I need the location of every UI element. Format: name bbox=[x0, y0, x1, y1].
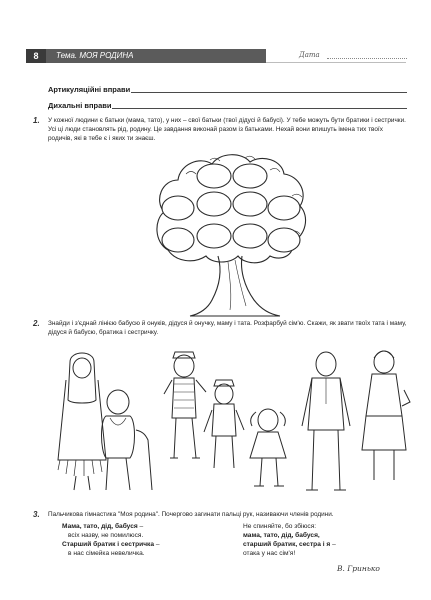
date-field bbox=[327, 58, 407, 59]
poem-line: отака у нас сім'я! bbox=[243, 550, 296, 557]
header-rule bbox=[266, 62, 406, 63]
date-label: Дата bbox=[299, 51, 320, 59]
girl-figure bbox=[250, 409, 286, 486]
poem-line: мама, тато, дід, бабуся, bbox=[243, 532, 320, 539]
poem-line: Мама, тато, дід, бабуся – bbox=[62, 523, 144, 530]
family-figures-illustration bbox=[40, 340, 410, 500]
poem-left bbox=[62, 522, 160, 558]
task1-text: У кожної людини є батьки (мама, тато), у них – свої батьки (твої дідусі й бабусі). У тебе можуть бути братики і сестрички. Усі ці люди становлять рід, родину. Це завдання виконай разом із батьками. Нехай вони впишуть імена тих твоїх родичів, які в тебе є і яких ти знаєш. bbox=[48, 117, 406, 142]
task1-number: 1. bbox=[33, 116, 40, 125]
family-tree-illustration bbox=[150, 150, 310, 320]
soldier-boy-figure bbox=[204, 380, 244, 468]
poem-line: всіх назву, не помилюся. bbox=[68, 532, 144, 539]
poem-right bbox=[243, 522, 336, 558]
breathing-heading: Дихальні вправи bbox=[48, 101, 112, 110]
grandfather-figure bbox=[102, 390, 153, 490]
task2-number: 2. bbox=[33, 319, 40, 328]
page-number: 8 bbox=[26, 49, 46, 63]
father-figure bbox=[302, 352, 350, 490]
mother-figure bbox=[362, 351, 410, 480]
poem-line: Не спиняйте, бо збіюся: bbox=[243, 523, 317, 530]
articulation-heading: Артикуляційні вправи bbox=[48, 85, 131, 94]
task3-number: 3. bbox=[33, 510, 40, 519]
grandmother-figure bbox=[58, 353, 106, 490]
task3-text: Пальчикова гімнастика "Моя родина". Почергово загинати пальці рук, називаючи членів родини. bbox=[48, 511, 334, 518]
boy-figure bbox=[164, 352, 206, 458]
poem-line: в нас сімейка невеличка. bbox=[68, 550, 145, 557]
task2-text: Знайди і з'єднай лінією бабусю й онуків, дідуся й онучку, маму і тата. Розфарбуй сім'ю. Скажи, як звати твоїх тата і маму, дідуся й бабусю, братика і сестричку. bbox=[48, 320, 407, 336]
articulation-line bbox=[131, 92, 407, 93]
breathing-line bbox=[112, 108, 407, 109]
poem-line: старший братик, сестра і я – bbox=[243, 541, 336, 548]
author-signature: В. Гринько bbox=[337, 564, 380, 573]
page-title: Тема. МОЯ РОДИНА bbox=[56, 51, 134, 60]
poem-line: Старший братик і сестричка – bbox=[62, 541, 160, 548]
